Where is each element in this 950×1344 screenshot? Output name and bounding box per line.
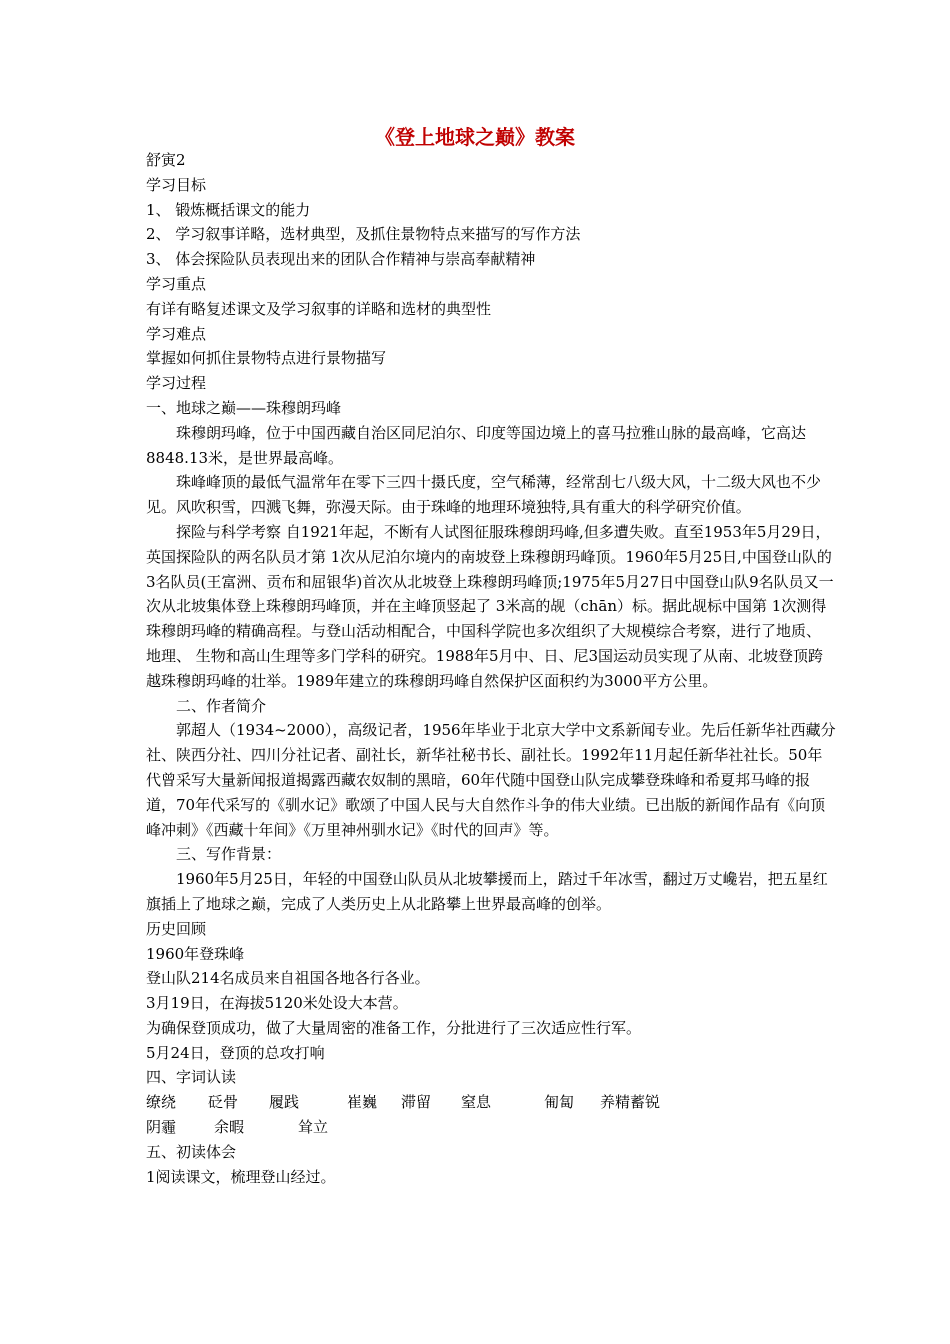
vocab-word: 匍匐 xyxy=(544,1093,575,1112)
section1-heading: 一、地球之巅——珠穆朗玛峰 xyxy=(146,398,342,417)
history-item: 为确保登顶成功，做了大量周密的准备工作，分批进行了三次适应性行军。 xyxy=(146,1018,642,1037)
section2-heading: 二、作者简介 xyxy=(176,696,267,715)
vocab-word: 滞留 xyxy=(401,1093,432,1112)
vocab-word: 养精蓄锐 xyxy=(600,1093,661,1112)
key-points-heading: 学习重点 xyxy=(146,274,207,293)
process-heading: 学习过程 xyxy=(146,374,207,393)
section5-heading: 五、初读体会 xyxy=(146,1142,237,1161)
section3-heading: 三、写作背景： xyxy=(176,845,282,864)
vocab-row-1 xyxy=(146,1090,836,1115)
objective-item: 2、 学习叙事详略，选材典型，及抓住景物特点来描写的写作方法 xyxy=(146,225,581,244)
history-item: 3月19日，在海拔5120米处设大本营。 xyxy=(146,994,408,1013)
section4-heading: 四、字词认读 xyxy=(146,1068,237,1087)
vocab-word: 履践 xyxy=(269,1093,300,1112)
difficulties-text: 掌握如何抓住景物特点进行景物描写 xyxy=(146,349,387,368)
section5-item: 1阅读课文，梳理登山经过。 xyxy=(146,1167,336,1186)
objective-item: 3、 体会探险队员表现出来的团队合作精神与崇高奉献精神 xyxy=(146,250,536,269)
difficulties-heading: 学习难点 xyxy=(146,324,207,343)
document-body xyxy=(146,148,836,1189)
section1-paragraph: 珠峰峰顶的最低气温常年在零下三四十摄氏度，空气稀薄，经常刮七八级大风，十二级大风也不少见。风吹积雪，四溅飞舞，弥漫天际。由于珠峰的地理环境独特,具有重大的科学研究价值。 xyxy=(146,473,822,517)
history-heading: 历史回顾 xyxy=(146,919,207,938)
section2-paragraph: 郭超人（1934~2000），高级记者，1956年毕业于北京大学中文系新闻专业。先后任新华社西藏分社、陕西分社、四川分社记者、副社长，新华社秘书长、副社长。1992年11月起任新华社社长。50年代曾采写大量新闻报道揭露西藏农奴制的黑暗，60年代随中国登山队完成攀登珠峰和希夏邦马峰的报道，70年代采写的《驯水记》歌颂了中国人民与大自然作斗争的伟大业绩。已出版的新闻作品有《向顶峰冲刺》《西藏十年间》《万里神州驯水记》《时代的回声》等。 xyxy=(146,721,836,839)
objectives-heading: 学习目标 xyxy=(146,175,207,194)
vocab-word: 砭骨 xyxy=(208,1093,239,1112)
vocab-word: 耸立 xyxy=(298,1118,329,1137)
document-title: 《登上地球之巅》教案 xyxy=(375,125,575,149)
section1-paragraph: 珠穆朗玛峰，位于中国西藏自治区同尼泊尔、印度等国边境上的喜马拉雅山脉的最高峰，它高达8848.13米，是世界最高峰。 xyxy=(146,423,807,467)
key-points-text: 有详有略复述课文及学习叙事的详略和选材的典型性 xyxy=(146,299,492,318)
vocab-word: 缭绕 xyxy=(146,1093,177,1112)
vocab-word: 窒息 xyxy=(461,1093,492,1112)
author-line: 舒寅2 xyxy=(146,151,186,169)
vocab-row-2 xyxy=(146,1115,836,1140)
section3-paragraph: 1960年5月25日，年轻的中国登山队员从北坡攀援而上，踏过千年冰雪，翻过万丈巉岩，把五星红旗插上了地球之巅，完成了人类历史上从北路攀上世界最高峰的创举。 xyxy=(146,870,828,913)
vocab-word: 崔巍 xyxy=(347,1093,378,1112)
vocab-word: 余暇 xyxy=(214,1118,245,1137)
objective-item: 1、 锻炼概括课文的能力 xyxy=(146,200,311,219)
history-item: 登山队214名成员来自祖国各地各行各业。 xyxy=(146,969,430,988)
vocab-word: 阴霾 xyxy=(146,1118,177,1137)
section1-paragraph: 探险与科学考察 自1921年起，不断有人试图征服珠穆朗玛峰,但多遭失败。直至1953年5月29日，英国探险队的两名队员才第 1次从尼泊尔境内的南坡登上珠穆朗玛峰顶。1960年5月25日,中国登山队的3名队员(王富洲、贡布和屈银华)首次从北坡登上珠穆朗玛峰顶;1975年5月27日中国登山队9名队员又一次从北坡集体登上珠穆朗玛峰顶，并在主峰顶竖起了 3米高的觇（chān）标。据此觇标中国第 1次测得珠穆朗玛峰的精确高程。与登山活动相配合，中国科学院也多次组织了大规模综合考察，进行了地质、 地理、 生物和高山生理等多门学科的研究。1988年5月中、日、尼3国运动员实现了从南、北坡登顶跨越珠穆朗玛峰的壮举。1989年建立的珠穆朗玛峰自然保护区面积约为3000平方公里。 xyxy=(146,522,834,690)
history-item: 5月24日，登顶的总攻打响 xyxy=(146,1043,325,1062)
history-item: 1960年登珠峰 xyxy=(146,944,245,963)
